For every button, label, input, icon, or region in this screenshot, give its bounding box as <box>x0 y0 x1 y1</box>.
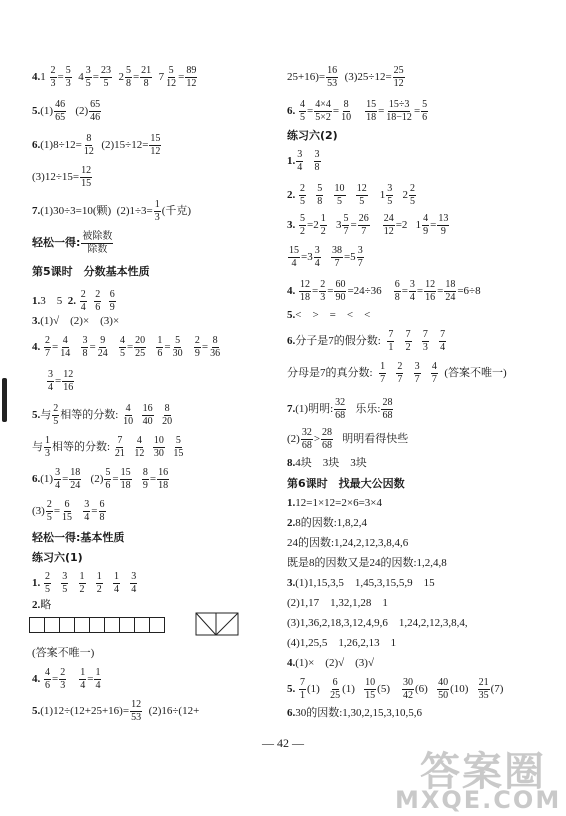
lesson5-q5: 5.与 $\frac{2}{5}$ 相等的分数: $\frac{4}{10}$ $\frac{16}{40}$ $\frac{8}{20}$ <box>32 403 173 427</box>
ex62-q4: 4. $\frac{12}{18}$ = $\frac{2}{3}$ = $\frac{60}{90}$ =24÷36 $\frac{6}{8}$ = $\frac{3}{4}$ = $\frac{12}{16}$ = $\frac{18}{24}$ =6÷8 <box>287 279 481 303</box>
ex61-q1: 1. $\frac{2}{5}$ $\frac{3}{5}$ $\frac{1}{2}$ $\frac{1}{2}$ $\frac{1}{4}$ $\frac{3}{4}$ <box>32 571 137 595</box>
ex62-q5: 5.< > = < < <box>287 309 371 321</box>
lesson6-q3-c: (3)1,36,2,18,3,12,4,9,6 1,24,2,12,3,8,4, <box>287 617 468 629</box>
lesson-6-heading: 第6课时 找最大公因数 <box>287 477 405 490</box>
lesson6-q3-b: (2)1,17 1,32,1,28 1 <box>287 597 388 609</box>
lesson5-q6-3: (3) $\frac{2}{5}$ = $\frac{6}{15}$ $\frac{3}{4}$ = $\frac{6}{8}$ <box>32 499 105 523</box>
answer-4: 4.1 $\frac{2}{3}$ = $\frac{5}{3}$ 4 $\frac{3}{5}$ = $\frac{23}{5}$ 2 $\frac{5}{8}$ = $\frac{21}{8}$ 7 $\frac{5}{12}$ = $\frac{89}{12}$ <box>32 65 197 89</box>
lesson5-q5-b: 与 $\frac{1}{3}$ 相等的分数: $\frac{7}{21}$ $\frac{4}{12}$ $\frac{10}{30}$ $\frac{5}{15}$ <box>32 435 184 459</box>
ex61-q2: 2.略 <box>32 599 52 611</box>
answer-5: 5.(1) $\frac{46}{65}$ (2) $\frac{65}{46}$ <box>32 99 101 123</box>
lesson5-q6: 6.(1) $\frac{3}{4}$ = $\frac{18}{24}$ (2) $\frac{5}{6}$ = $\frac{15}{18}$ $\frac{8}{9}$ = $\frac{16}{18}$ <box>32 467 169 491</box>
ex61-q3-note: (答案不唯一) <box>32 647 95 659</box>
page-number: — 42 — <box>262 736 304 750</box>
r-answer-6: 6. $\frac{4}{5}$ = $\frac{4\times 4}{5\times 2}$ = $\frac{8}{10}$ $\frac{15}{18}$ = $\frac{15\div 3}{18-12}$ = $\frac{5}{6}$ <box>287 99 428 123</box>
ex62-q3-b: $\frac{15}{4}$ =3 $\frac{3}{4}$ $\frac{38}{7}$ =5 $\frac{3}{7}$ <box>289 245 363 269</box>
ex61-q5: 5.(1)12÷(12+25+16)= $\frac{12}{53}$ (2)16÷(12+ <box>32 699 200 723</box>
ex62-q7: 7.(1)明明: $\frac{32}{68}$ 乐乐: $\frac{28}{68}$ <box>287 397 393 421</box>
lesson5-q4-b: $\frac{3}{4}$ = $\frac{12}{16}$ <box>48 369 74 393</box>
lesson6-q5: 5. $\frac{7}{1}$ (1) $\frac{6}{25}$ (1) $\frac{10}{15}$ (5) $\frac{30}{42}$ (6) $\frac{40}{50}$ (10) $\frac{21}{35}$ (7) <box>287 677 504 701</box>
lesson5-q1: 1.3 5 2. $\frac{2}{4}$ $\frac{2}{6}$ $\frac{6}{9}$ <box>32 289 115 313</box>
ex62-q1: 1. $\frac{3}{4}$ $\frac{3}{8}$ <box>287 149 320 173</box>
watermark-logo: 答案圈 <box>420 749 546 795</box>
answer-6: 6.(1)8÷12= $\frac{8}{12}$ (2)15÷12= $\frac{15}{12}$ <box>32 133 161 157</box>
tip-2: 轻松一得:基本性质 <box>32 531 125 544</box>
exercise-6-2-heading: 练习六(2) <box>287 129 338 142</box>
ex61-q3-grid <box>30 617 165 633</box>
lesson-5-heading: 第5课时 分数基本性质 <box>32 265 150 278</box>
lesson6-q3-d: (4)1,25,5 1,26,2,13 1 <box>287 637 397 649</box>
lesson5-q4: 4. $\frac{2}{7}$ = $\frac{4}{14}$ $\frac{3}{8}$ = $\frac{9}{24}$ $\frac{4}{5}$ = $\frac{20}{25}$ $\frac{1}{6}$ = $\frac{5}{30}$ $\frac{2}{9}$ = $\frac{8}{36}$ <box>32 335 221 359</box>
ex62-q3: 3. $\frac{5}{2}$ =2 $\frac{1}{2}$ 3 $\frac{5}{7}$ = $\frac{26}{7}$ $\frac{24}{12}$ =2 1 $\frac{4}{9}$ = $\frac{13}{9}$ <box>287 213 449 237</box>
answer-6-3: (3)12÷15= $\frac{12}{15}$ <box>32 165 92 189</box>
ex61-q4: 4. $\frac{4}{6}$ = $\frac{2}{3}$ $\frac{1}{4}$ = $\frac{1}{4}$ <box>32 667 101 691</box>
ex62-q6: 6.分子是7的假分数: $\frac{7}{1}$ $\frac{7}{2}$ $\frac{7}{3}$ $\frac{7}{4}$ <box>287 329 446 353</box>
ex62-q8: 8.4块 3块 3块 <box>287 457 367 469</box>
lesson6-q2: 2.8的因数:1,8,2,4 <box>287 517 368 529</box>
lesson6-q4: 4.(1)× (2)√ (3)√ <box>287 657 375 669</box>
ex62-q2: 2. $\frac{2}{5}$ $\frac{5}{8}$ $\frac{10}{5}$ $\frac{12}{5}$ 1 $\frac{3}{5}$ 2 $\frac{2}{5}$ <box>287 183 415 207</box>
lesson6-q6: 6.30的因数:1,30,2,15,3,10,5,6 <box>287 707 423 719</box>
lesson6-q3: 3.(1)1,15,3,5 1,45,3,15,5,9 15 <box>287 577 435 589</box>
ex62-q7-b: (2) $\frac{32}{68}$ > $\frac{28}{68}$ 明明看得快些 <box>287 427 409 451</box>
watermark-site: MXQE.COM <box>395 786 562 814</box>
tip-1: 轻松一得: 被除数 除数 <box>32 231 113 255</box>
answer-7: 7.(1)30÷3=10(颗) (2)1÷3= $\frac{1}{3}$ (千克) <box>32 199 192 223</box>
scan-mark <box>2 378 7 422</box>
r-answer-5-cont: 25+16)= $\frac{16}{53}$ (3)25÷12= $\frac{25}{12}$ <box>287 65 404 89</box>
lesson6-q1: 1.12=1×12=2×6=3×4 <box>287 497 382 509</box>
lesson5-q3: 3.(1)√ (2)× (3)× <box>32 315 120 327</box>
ex61-q3-triangles <box>195 612 239 636</box>
lesson6-q2-b: 24的因数:1,24,2,12,3,8,4,6 <box>287 537 409 549</box>
ex62-q6-b: 分母是7的真分数: $\frac{1}{7}$ $\frac{2}{7}$ $\frac{3}{7}$ $\frac{4}{7}$ (答案不唯一) <box>287 361 507 385</box>
lesson6-q2-c: 既是8的因数又是24的因数:1,2,4,8 <box>287 557 447 569</box>
exercise-6-1-heading: 练习六(1) <box>32 551 83 564</box>
